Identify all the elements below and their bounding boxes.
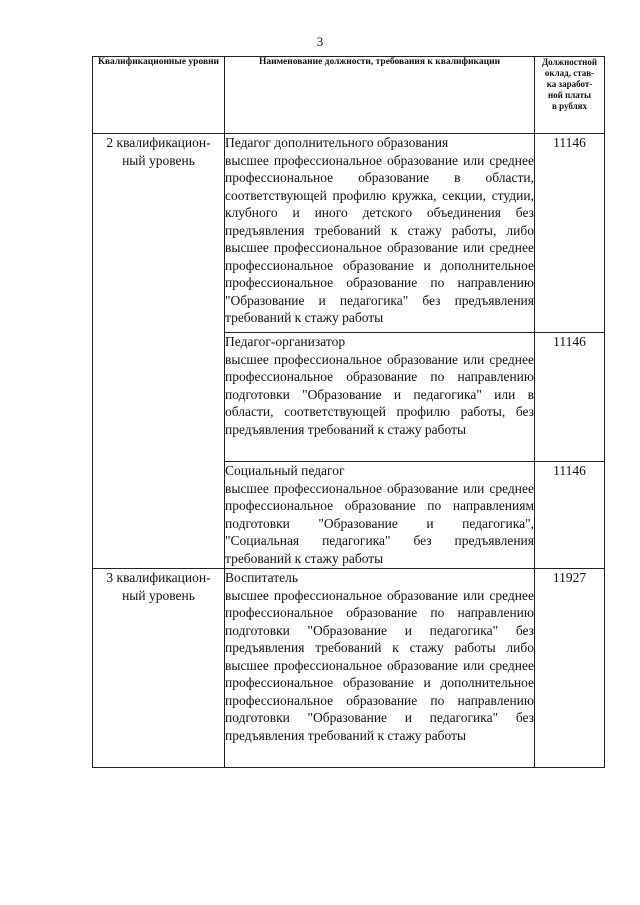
position-cell xyxy=(225,569,535,768)
position-title: Педагог дополнительного образования xyxy=(225,135,449,150)
header-salary xyxy=(535,57,605,134)
header-salary-line: ной платы xyxy=(547,90,592,100)
header-salary-line: в рублях xyxy=(551,101,588,111)
salary-value: 11146 xyxy=(535,134,605,333)
position-title: Воспитатель xyxy=(225,570,299,585)
position-title: Социальный педагог xyxy=(225,463,345,478)
qualification-table xyxy=(92,56,605,768)
table-row xyxy=(93,333,605,462)
position-cell xyxy=(225,134,535,333)
qualification-level xyxy=(93,134,225,333)
table-row xyxy=(93,134,605,333)
page-number: 3 xyxy=(316,34,324,49)
header-salary-line: ка заработ- xyxy=(546,79,593,89)
position-title: Педагог-организатор xyxy=(225,334,346,349)
table-header-row xyxy=(93,57,605,134)
position-requirements: высшее профессиональное образование или среднее профессиональное образование по направлению подготовки "Образование и педагогика" или в области, соответствующей профилю работы, без предъявления требований к стажу работы xyxy=(225,351,534,437)
salary-value: 11927 xyxy=(535,569,605,768)
position-cell xyxy=(225,462,535,569)
level-line: ный уровень xyxy=(122,152,195,168)
position-requirements: высшее профессиональное образование или среднее профессиональное образование по направлению подготовки "Образование и педагогика" без предъявления требований к стажу работы либо высшее профессиональное образование или среднее профессиональное образование и дополнительное профессиональное образование по направлению подготовки "Образование и педагогика" без предъявления требований к стажу работы xyxy=(225,587,534,743)
salary-value: 11146 xyxy=(535,333,605,462)
qualification-level xyxy=(93,569,225,768)
qualification-level-continued xyxy=(93,462,225,569)
header-position: Наименование должности, требования к квалификации xyxy=(225,57,535,134)
header-salary-line: Должностной xyxy=(541,57,598,67)
level-line: ный уровень xyxy=(122,587,195,603)
level-line: 3 квалификацион- xyxy=(106,570,211,585)
level-line: 2 квалификацион- xyxy=(106,135,211,150)
position-cell xyxy=(225,333,535,462)
qualification-level-continued xyxy=(93,333,225,462)
position-requirements: высшее профессиональное образование или среднее профессиональное образование в области, соответствующей профилю кружка, секции, студии, клубного и иного детского объединения без предъявления требований к стажу работы, либо высшее профессиональное образование или среднее профессиональное образование и дополнительное профессиональное образование по направлению "Образование и педагогика" без предъявления требований к стажу работы xyxy=(225,152,534,325)
table-row xyxy=(93,462,605,569)
table-row xyxy=(93,569,605,768)
position-requirements: высшее профессиональное образование или среднее профессиональное образование по направлениям подготовки "Образование и педагогика", "Социальная педагогика" без предъявления требований к стажу работы xyxy=(225,480,534,566)
header-salary-line: оклад, став- xyxy=(544,68,595,78)
header-level: Квалификационные уровни xyxy=(93,57,225,134)
salary-value: 11146 xyxy=(535,462,605,569)
